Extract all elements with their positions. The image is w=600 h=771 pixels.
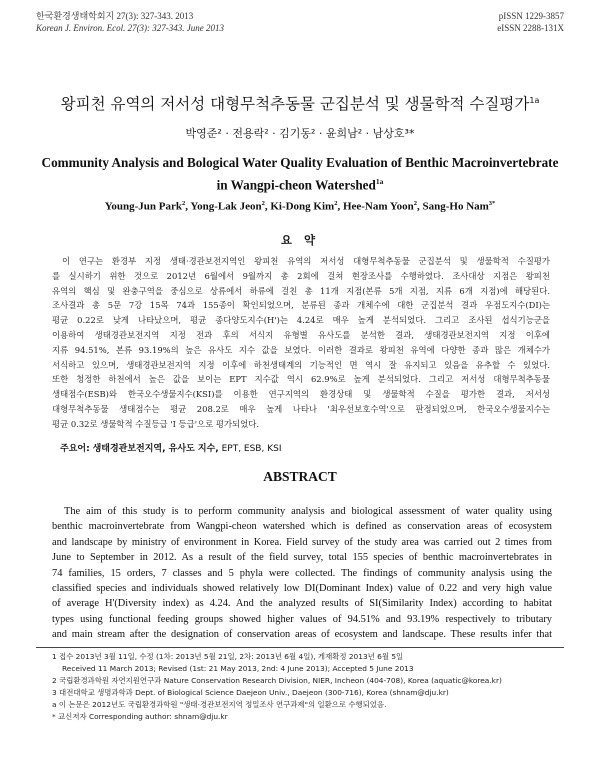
author-affiliation-mark: 2 [413, 200, 417, 207]
abstract-body [52, 504, 552, 643]
abstract-line: types using functional feeding groups showed higher values of 94.51% and 93.19% respectively to tributary [52, 613, 552, 625]
author-name: Hee-Nam Yoon [342, 200, 414, 213]
title-english-line-1: Community Analysis and Bological Water Quality Evaluation of Benthic Macroinvertebrate [41, 155, 559, 170]
summary-line: 이 연구는 환경부 지정 생태·경관보전지역인 왕피천 유역의 저서성 대형무척추동물 군집분석 및 생물학적 수질평가 [62, 256, 550, 266]
author-name: Ki-Dong Kim [270, 200, 335, 213]
footnote-corresponding-author: * 교신저자 Corresponding author: shnam@dju.kr [52, 712, 228, 722]
authors-english: Young-Jun Park$^2$, Yong-Lak Jeon$^2$, Ki-Dong Kim$^2$, Hee-Nam Yoon$^2$, Sang-Ho Nam$^{3*}$ [104, 200, 496, 213]
abstract-line: June to September in 2012. As a result of the field survey, total 155 species of benthic macroinvertebrates in [52, 552, 552, 564]
summary-line: 평균 0.32로 생물학적 수질등급 'I 등급'으로 평가되었다. [52, 418, 259, 429]
summary-line: 또한 청정한 하천에서 높은 값을 보이는 EPT 지수값 역시 62.9%로 높게 분석되었다. 그리고 저서성 대형무척추동물 [52, 374, 550, 385]
keywords-label: 주요어: [60, 444, 90, 454]
abstract-line: of average H'(Diversity index) as 4.24. And the analyzed results of SI(Similarity Index) according to habitat [52, 598, 552, 610]
summary-line: 생태점수(ESB)와 한국오수생물지수(KSI)를 이용한 연구지역의 환경상태 및 생물학적 수질을 평가한 결과, 저서성 [52, 389, 550, 400]
abstract-line: benthic macroinvertebrate from Wangpi-cheon watershed which is defined as conservation areas of ecosystem [52, 521, 552, 533]
author-name: Sang-Ho Nam [422, 200, 489, 213]
summary-line: 평균 0.22로 낮게 나타났으며, 평균 종다양도지수(H')는 4.24로 매우 높게 분석되었다. 그리고 조사된 섭식기능군을 [52, 315, 550, 326]
abstract-line: The aim of this study is to perform community analysis and biological assessment of water quality using [64, 506, 552, 517]
journal-citation-kor: 한국환경생태학회지 27(3): 327-343. 2013 [36, 11, 194, 21]
footnote-received-eng: Received 11 March 2013; Revised (1st: 21 May 2013, 2nd: 4 June 2013); Accepted 5 June 2013 [62, 664, 414, 674]
title-korean-text: 왕피천 유역의 저서성 대형무척추동물 군집분석 및 생물학적 수질평가 [60, 95, 530, 113]
abstract-line: 74 families, 15 orders, 7 classes and 5 phyla were collected. The findings of community analysis using the [52, 567, 552, 579]
pissn: pISSN 1229-3857 [498, 11, 564, 21]
abstract-line: and landscape by ministry of environment in Korea. Field survey of the study area was carried out 2 times from [52, 536, 552, 548]
korean-summary [52, 254, 550, 432]
author-name: Young-Jun Park [104, 200, 183, 213]
title-english-footnote-mark: 1a [375, 177, 384, 186]
abstract-line: and main stream after the designation of conservation areas of ecosystem and landscape. These results infer that [52, 629, 552, 641]
title-english [40, 153, 560, 194]
title-korean-footnote-mark: 1a [529, 95, 540, 105]
footnotes [52, 651, 562, 724]
title-english-line-2: in Wangpi-cheon Watershed [216, 177, 376, 193]
footnote-affiliation-nier: 2 국립환경과학원 자연지원연구과 Nature Conservation Research Division, NIER, Incheon (404-708), Korea (aquatic@korea.kr) [52, 676, 502, 686]
author-name: Yong-Lak Jeon [190, 200, 262, 213]
keywords-korean: 생태경관보전지역, 유사도 지수, [92, 444, 219, 454]
footnote-affiliation-dju: 3 대전대학교 생명과학과 Dept. of Biological Science Daejeon Univ., Daejeon (300-716), Korea (shnam@dju.kr) [52, 688, 449, 698]
abstract-line: classified species and individuals showed relatively low DI(Dominant Index) value of 0.22 and very high value [52, 583, 552, 595]
authors-korean: 박영준² · 전용락² · 김기동² · 윤희남² · 남상호³* [185, 127, 415, 140]
journal-citation-eng: Korean J. Environ. Ecol. 27(3): 327-343. June 2013 [36, 23, 225, 33]
eissn: eISSN 2288-131X [497, 23, 564, 33]
summary-line: 조사결과 총 5문 7강 15목 74과 155종이 확인되었으며, 분류된 종과 개체수에 대한 군집분석 결과 우점도지수(DI)는 [52, 300, 550, 311]
author-affiliation-mark: 2 [182, 200, 186, 207]
journal-header [36, 10, 564, 34]
summary-line: 이용하여 생태경관보전지역 지정 전과 후의 서식지 유형별 유사도를 분석한 결과, 생태경관보전지역 지정 이후에 [52, 329, 550, 340]
footnote-divider [36, 647, 564, 648]
summary-heading: 요 약 [280, 233, 320, 247]
title-korean [0, 92, 600, 114]
abstract-heading: ABSTRACT [263, 469, 337, 484]
author-affiliation-mark: 3* [488, 200, 496, 207]
keywords-english: EPT, ESB, KSI [221, 444, 282, 454]
summary-line: 대형무척추동물 생태점수는 평균 208.2로 매우 높게 나타나 '최우선보호수역'으로 판정되었으며, 한국오수생물지수는 [52, 403, 550, 414]
summary-line: 지류 94.51%, 본류 93.19%의 높은 유사도 지수 값을 보였다. 이러한 결과로 왕피천 유역에 다양한 종과 많은 개체수가 [52, 344, 550, 355]
summary-line: 를 실시하기 위한 것으로 2012년 6월에서 9월까지 총 2회에 걸쳐 현장조사를 수행하였다. 조사대상 지점은 왕피천 [52, 270, 550, 281]
summary-line: 유역의 핵심 및 완충구역을 중심으로 상류에서 하류에 걸친 총 11개 지점(본류 5개 지점, 지류 6개 지점)에 해당된다. [52, 285, 550, 296]
keywords [60, 441, 281, 454]
author-affiliation-mark: 2 [261, 200, 265, 207]
footnote-funding: a 이 논문은 2012년도 국립환경과학원 "생태·경관보전지역 정밀조사 연구과제"의 일환으로 수행되었음. [52, 700, 387, 710]
summary-line: 서식하고 있으며, 생태경관보전지역 지정 이후에 하천생태계의 기능적인 면 역시 잘 유지되고 있음을 유추할 수 있었다. [52, 359, 550, 370]
footnote-received-kor: 1 접수 2013년 3월 11일, 수정 (1차: 2013년 5월 21일, 2차: 2013년 6월 4일), 게재확정 2013년 6월 5일 [52, 652, 404, 661]
author-affiliation-mark: 2 [334, 200, 338, 207]
